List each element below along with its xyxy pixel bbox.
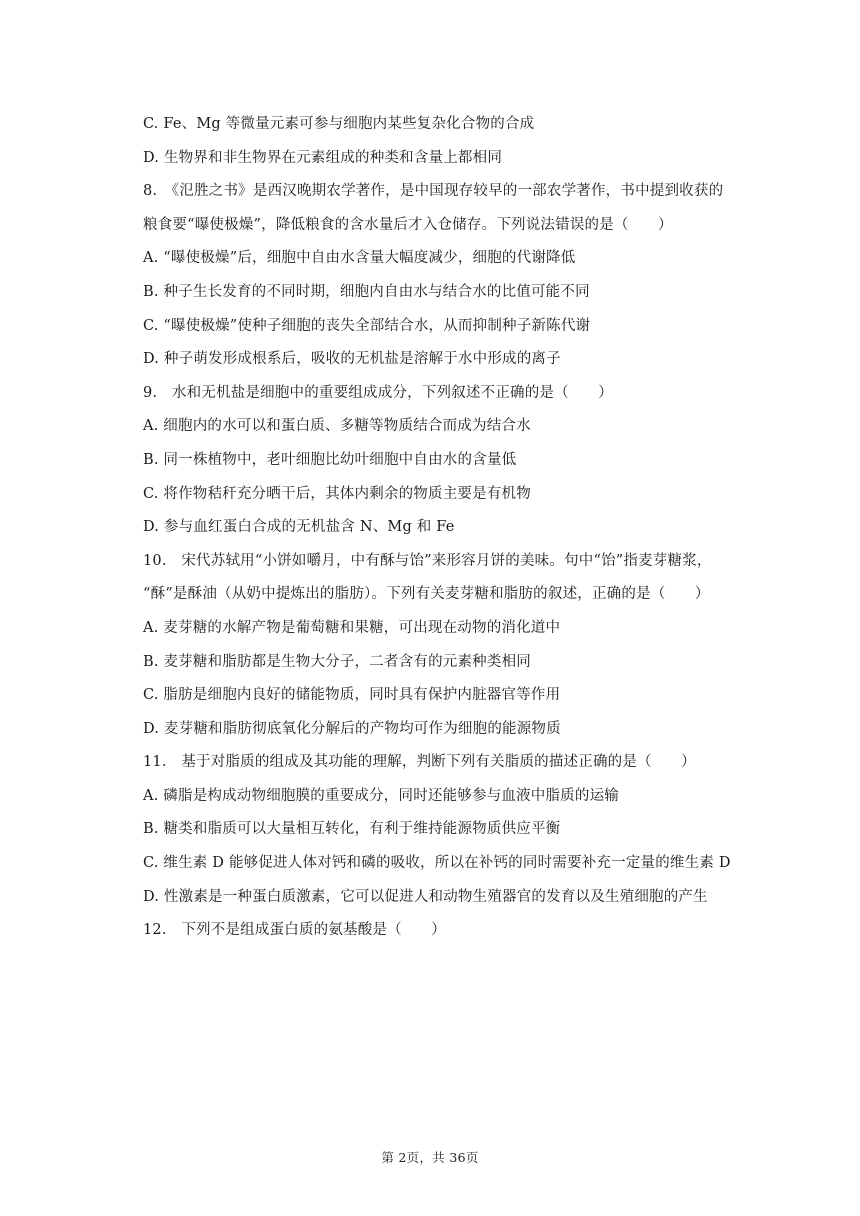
page-content: [143, 108, 763, 948]
option-c-q7: C. Fe、Mg 等微量元素可参与细胞内某些复杂化合物的合成: [143, 116, 535, 132]
question-11-stem: 11. 基于对脂质的组成及其功能的理解，判断下列有关脂质的描述正确的是（ ）: [143, 754, 696, 771]
option-d-q8: D. 种子萌发形成根系后，吸收的无机盐是溶解于水中形成的离子: [143, 351, 561, 368]
question-8-stem-line-2: 粮食要“曝使极燥”，降低粮食的含水量后才入仓储存。下列说法错误的是（ ）: [143, 216, 673, 233]
option-c-q9: C. 将作物秸秆充分晒干后，其体内剩余的物质主要是有机物: [143, 485, 531, 502]
option-d-q9: D. 参与血红蛋白合成的无机盐含 N、Mg 和 Fe: [143, 519, 455, 536]
option-d-q10: D. 麦芽糖和脂肪彻底氧化分解后的产物均可作为细胞的能源物质: [143, 720, 561, 737]
option-a-q11: A. 磷脂是构成动物细胞膜的重要成分，同时还能够参与血液中脂质的运输: [143, 787, 619, 804]
option-b-q8: B. 种子生长发育的不同时期，细胞内自由水与结合水的比值可能不同: [143, 283, 590, 300]
option-a-q9: A. 细胞内的水可以和蛋白质、多糖等物质结合而成为结合水: [143, 418, 531, 435]
option-a-q10: A. 麦芽糖的水解产物是葡萄糖和果糖，可出现在动物的消化道中: [143, 619, 561, 636]
option-c-q11: C. 维生素 D 能够促进人体对钙和磷的吸收，所以在补钙的同时需要补充一定量的维生素 D: [143, 855, 731, 872]
option-b-q9: B. 同一株植物中，老叶细胞比幼叶细胞中自由水的含量低: [143, 451, 517, 468]
question-10-stem-line-2: “酥”是酥油（从奶中提炼出的脂肪）。下列有关麦芽糖和脂肪的叙述，正确的是（ ）: [143, 586, 710, 603]
option-d-q11: D. 性激素是一种蛋白质激素，它可以促进人和动物生殖器官的发育以及生殖细胞的产生: [143, 888, 708, 905]
option-b-q11: B. 糖类和脂质可以大量相互转化，有利于维持能源物质供应平衡: [143, 821, 561, 838]
question-8-stem-line-1: 8. 《氾胜之书》是西汉晚期农学著作，是中国现存较早的一部农学著作，书中提到收获的: [143, 183, 724, 200]
question-9-stem: 9. 水和无机盐是细胞中的重要组成成分，下列叙述不正确的是（ ）: [143, 384, 613, 401]
question-10-stem-line-1: 10. 宋代苏轼用“小饼如嚼月，中有酥与饴”来形容月饼的美味。句中“饴”指麦芽糖浆，: [143, 552, 712, 569]
page-number-footer: 第 2页，共 36页: [381, 1150, 479, 1165]
option-c-q10: C. 脂肪是细胞内良好的储能物质，同时具有保护内脏器官等作用: [143, 687, 561, 704]
option-a-q8: A. “曝使极燥”后，细胞中自由水含量大幅度减少，细胞的代谢降低: [143, 250, 576, 267]
option-c-q8: C. “曝使极燥”使种子细胞的丧失全部结合水，从而抑制种子新陈代谢: [143, 317, 591, 334]
option-b-q10: B. 麦芽糖和脂肪都是生物大分子，二者含有的元素种类相同: [143, 653, 531, 670]
question-12-stem: 12. 下列不是组成蛋白质的氨基酸是（ ）: [143, 922, 446, 939]
option-d-q7: D. 生物界和非生物界在元素组成的种类和含量上都相同: [143, 149, 503, 166]
